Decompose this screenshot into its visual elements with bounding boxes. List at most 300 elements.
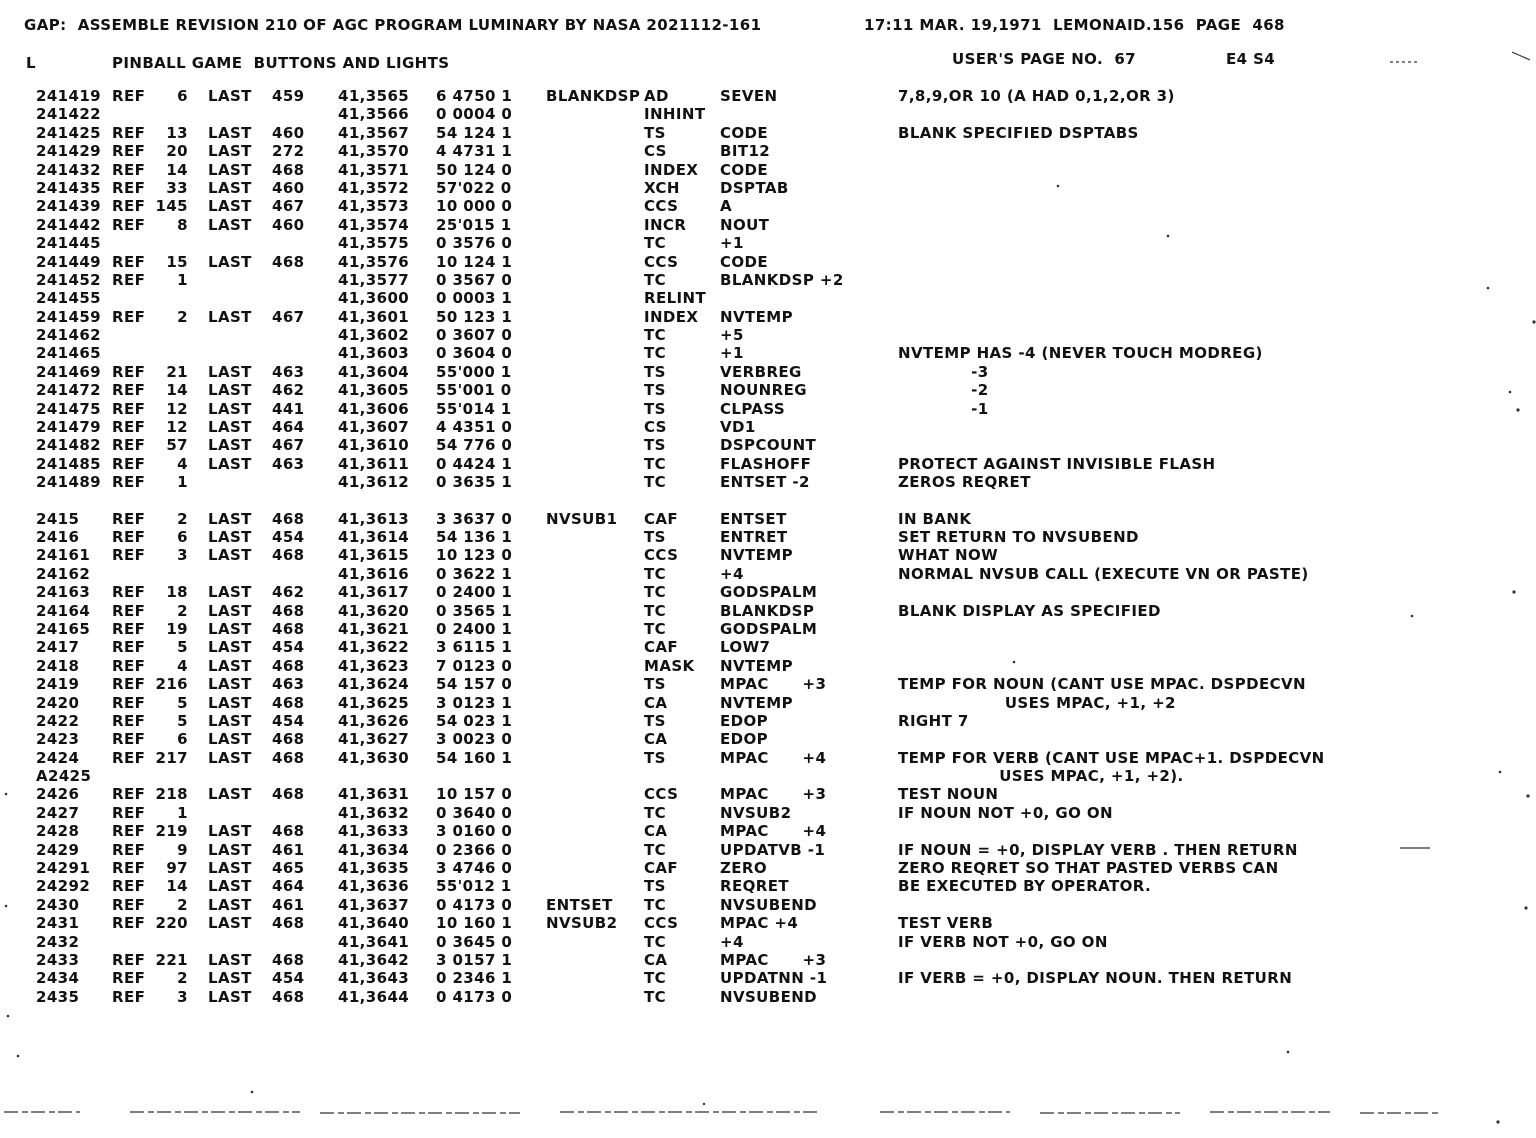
col-address: 41,3567 [338, 123, 410, 142]
col-address: 41,3631 [338, 785, 410, 804]
col-ref: REF [112, 178, 146, 197]
col-octal-code: 4 4731 1 [436, 142, 513, 161]
col-address: 41,3632 [338, 803, 410, 822]
col-address: 41,3602 [338, 326, 410, 345]
col-last-page: 468 [272, 656, 305, 675]
col-address: 41,3603 [338, 344, 410, 363]
col-operand: VERBREG [720, 362, 802, 381]
col-seq: 2415 [36, 509, 80, 528]
col-opcode: TS [644, 381, 666, 400]
col-comment: TEMP FOR NOUN (CANT USE MPAC. DSPDECVN [898, 675, 1306, 694]
col-seq: 2426 [36, 785, 80, 804]
col-last: LAST [208, 436, 252, 455]
col-operand: +5 [720, 326, 744, 345]
col-address: 41,3623 [338, 656, 410, 675]
col-ref-count: 2 [177, 307, 188, 326]
col-ref: REF [112, 822, 146, 841]
col-comment: SET RETURN TO NVSUBEND [898, 527, 1139, 546]
col-last-page: 454 [272, 527, 305, 546]
col-ref: REF [112, 197, 146, 216]
col-address: 41,3640 [338, 914, 410, 933]
col-address: 41,3572 [338, 178, 410, 197]
col-operand: REQRET [720, 877, 789, 896]
col-seq: A2425 [36, 767, 92, 786]
col-opcode: INCR [644, 215, 687, 234]
col-address: 41,3621 [338, 619, 410, 638]
col-last: LAST [208, 785, 252, 804]
col-address: 41,3620 [338, 601, 410, 620]
col-comment: IF NOUN NOT +0, GO ON [898, 803, 1113, 822]
col-last: LAST [208, 656, 252, 675]
col-operand: CODE [720, 123, 769, 142]
col-octal-code: 25'015 1 [436, 215, 512, 234]
col-octal-code: 0 3567 0 [436, 270, 513, 289]
col-seq: 241485 [36, 454, 102, 473]
col-ref: REF [112, 711, 146, 730]
col-address: 41,3570 [338, 142, 410, 161]
col-comment: PROTECT AGAINST INVISIBLE FLASH [898, 454, 1216, 473]
col-seq: 24162 [36, 564, 91, 583]
col-last: LAST [208, 87, 252, 105]
col-opcode: CS [644, 418, 667, 437]
col-ref-count: 3 [177, 546, 188, 565]
col-last-page: 465 [272, 859, 305, 878]
col-seq: 2427 [36, 803, 80, 822]
col-operand: LOW7 [720, 638, 771, 657]
col-octal-code: 0 4173 0 [436, 895, 513, 914]
col-ref-count: 220 [155, 914, 188, 933]
col-opcode: TS [644, 748, 666, 767]
col-operand: NVTEMP [720, 307, 793, 326]
col-opcode: TC [644, 803, 667, 822]
col-octal-code: 54 160 1 [436, 748, 513, 767]
col-seq: 24161 [36, 546, 91, 565]
col-operand: NVTEMP [720, 656, 793, 675]
col-address: 41,3607 [338, 418, 410, 437]
col-last-page: 454 [272, 711, 305, 730]
col-address: 41,3611 [338, 454, 410, 473]
col-opcode: TS [644, 362, 666, 381]
col-ref: REF [112, 362, 146, 381]
col-operand: MPAC +4 [720, 914, 799, 933]
col-last: LAST [208, 859, 252, 878]
col-ref: REF [112, 950, 146, 969]
col-address: 41,3573 [338, 197, 410, 216]
col-ref: REF [112, 399, 146, 418]
col-last: LAST [208, 546, 252, 565]
col-operand: DSPCOUNT [720, 436, 817, 455]
col-octal-code: 57'022 0 [436, 178, 512, 197]
col-operand: BLANKDSP +2 [720, 270, 844, 289]
col-last-page: 467 [272, 197, 305, 216]
col-operand: CODE [720, 160, 769, 179]
col-ref-count: 6 [177, 527, 188, 546]
col-comment: RIGHT 7 [898, 711, 969, 730]
col-operand: +1 [720, 344, 744, 363]
col-comment: -1 [898, 399, 989, 418]
col-seq: 241479 [36, 418, 102, 437]
col-seq: 241422 [36, 105, 102, 124]
col-octal-code: 0 3640 0 [436, 803, 513, 822]
col-comment: USES MPAC, +1, +2 [898, 693, 1176, 712]
col-octal-code: 50 123 1 [436, 307, 513, 326]
col-seq: 241489 [36, 473, 102, 492]
col-operand: VD1 [720, 418, 756, 437]
col-ref: REF [112, 123, 146, 142]
col-opcode: CCS [644, 914, 679, 933]
col-label: BLANKDSP [546, 87, 641, 105]
col-ref: REF [112, 895, 146, 914]
col-last-page: 468 [272, 509, 305, 528]
col-address: 41,3630 [338, 748, 410, 767]
col-last: LAST [208, 601, 252, 620]
col-address: 41,3606 [338, 399, 410, 418]
col-operand: EDOP [720, 730, 769, 749]
col-seq: 2429 [36, 840, 80, 859]
col-seq: 2424 [36, 748, 80, 767]
col-address: 41,3613 [338, 509, 410, 528]
col-address: 41,3633 [338, 822, 410, 841]
col-operand: A [720, 197, 733, 216]
col-opcode: TS [644, 877, 666, 896]
col-seq: 241432 [36, 160, 102, 179]
col-comment: ZEROS REQRET [898, 473, 1031, 492]
col-seq: 2430 [36, 895, 80, 914]
col-seq: 241445 [36, 234, 102, 253]
col-opcode: RELINT [644, 289, 707, 308]
col-seq: 2435 [36, 987, 80, 1006]
col-last-page: 462 [272, 583, 305, 602]
col-octal-code: 0 3645 0 [436, 932, 513, 951]
col-octal-code: 0 3604 0 [436, 344, 513, 363]
col-ref-count: 14 [166, 381, 188, 400]
col-address: 41,3624 [338, 675, 410, 694]
col-opcode: INDEX [644, 160, 699, 179]
col-octal-code: 3 0023 0 [436, 730, 513, 749]
col-ref-count: 5 [177, 711, 188, 730]
col-last-page: 463 [272, 362, 305, 381]
col-ref-count: 2 [177, 895, 188, 914]
col-octal-code: 10 157 0 [436, 785, 513, 804]
col-opcode: CA [644, 730, 668, 749]
col-address: 41,3627 [338, 730, 410, 749]
col-operand: +4 [720, 932, 744, 951]
col-last: LAST [208, 822, 252, 841]
col-ref-count: 15 [166, 252, 188, 271]
col-operand: BLANKDSP [720, 601, 815, 620]
col-address: 41,3601 [338, 307, 410, 326]
col-operand: MPAC +3 [720, 675, 827, 694]
col-ref-count: 4 [177, 454, 188, 473]
col-seq: 241472 [36, 381, 102, 400]
col-address: 41,3577 [338, 270, 410, 289]
col-last-page: 463 [272, 454, 305, 473]
col-seq: 2420 [36, 693, 80, 712]
col-opcode: CCS [644, 197, 679, 216]
col-address: 41,3575 [338, 234, 410, 253]
col-ref: REF [112, 859, 146, 878]
col-address: 41,3643 [338, 969, 410, 988]
col-ref: REF [112, 270, 146, 289]
col-seq: 241459 [36, 307, 102, 326]
col-ref-count: 3 [177, 987, 188, 1006]
col-operand: GODSPALM [720, 583, 818, 602]
col-address: 41,3634 [338, 840, 410, 859]
col-ref: REF [112, 914, 146, 933]
col-ref: REF [112, 160, 146, 179]
col-last-page: 468 [272, 546, 305, 565]
col-ref-count: 97 [166, 859, 188, 878]
col-opcode: AD [644, 87, 669, 105]
col-opcode: CCS [644, 546, 679, 565]
col-last-page: 463 [272, 675, 305, 694]
col-octal-code: 0 4173 0 [436, 987, 513, 1006]
col-octal-code: 0 2400 1 [436, 619, 513, 638]
header-assembly-line: GAP: ASSEMBLE REVISION 210 OF AGC PROGRAM LUMINARY BY NASA 2021112-161 [24, 16, 762, 34]
col-last-page: 464 [272, 418, 305, 437]
col-ref-count: 221 [155, 950, 188, 969]
col-last-page: 464 [272, 877, 305, 896]
col-operand: NVTEMP [720, 693, 793, 712]
col-opcode: TS [644, 527, 666, 546]
col-ref-count: 12 [166, 399, 188, 418]
col-last: LAST [208, 418, 252, 437]
col-octal-code: 0 3622 1 [436, 564, 513, 583]
col-last: LAST [208, 693, 252, 712]
col-octal-code: 0 4424 1 [436, 454, 513, 473]
col-ref: REF [112, 803, 146, 822]
col-comment: IF NOUN = +0, DISPLAY VERB . THEN RETURN [898, 840, 1298, 859]
col-address: 41,3625 [338, 693, 410, 712]
col-seq: 2423 [36, 730, 80, 749]
col-last: LAST [208, 840, 252, 859]
col-last-page: 468 [272, 914, 305, 933]
col-last: LAST [208, 619, 252, 638]
col-opcode: CS [644, 142, 667, 161]
col-octal-code: 55'000 1 [436, 362, 512, 381]
col-last: LAST [208, 914, 252, 933]
col-ref-count: 2 [177, 601, 188, 620]
col-last: LAST [208, 527, 252, 546]
col-operand: NVSUB2 [720, 803, 792, 822]
col-seq: 241425 [36, 123, 102, 142]
col-seq: 2422 [36, 711, 80, 730]
col-ref-count: 1 [177, 270, 188, 289]
col-ref: REF [112, 583, 146, 602]
col-last-page: 468 [272, 950, 305, 969]
col-ref: REF [112, 969, 146, 988]
col-label: ENTSET [546, 895, 613, 914]
bank-location: E4 S4 [1226, 50, 1276, 68]
col-octal-code: 55'001 0 [436, 381, 512, 400]
col-opcode: CAF [644, 638, 679, 657]
col-last: LAST [208, 638, 252, 657]
col-last-page: 441 [272, 399, 305, 418]
col-operand: GODSPALM [720, 619, 818, 638]
col-last-page: 468 [272, 693, 305, 712]
col-ref-count: 2 [177, 969, 188, 988]
col-opcode: CA [644, 693, 668, 712]
col-opcode: INDEX [644, 307, 699, 326]
col-operand: NVSUBEND [720, 987, 818, 1006]
col-seq: 2416 [36, 527, 80, 546]
col-address: 41,3610 [338, 436, 410, 455]
col-opcode: TS [644, 436, 666, 455]
col-last: LAST [208, 362, 252, 381]
col-ref-count: 9 [177, 840, 188, 859]
col-ref: REF [112, 693, 146, 712]
col-last-page: 461 [272, 840, 305, 859]
col-seq: 241435 [36, 178, 102, 197]
col-octal-code: 54 136 1 [436, 527, 513, 546]
col-comment: 7,8,9,OR 10 (A HAD 0,1,2,OR 3) [898, 87, 1175, 105]
col-ref: REF [112, 601, 146, 620]
col-ref: REF [112, 454, 146, 473]
col-seq: 241439 [36, 197, 102, 216]
col-octal-code: 54 124 1 [436, 123, 513, 142]
col-operand: BIT12 [720, 142, 771, 161]
col-opcode: TS [644, 399, 666, 418]
col-opcode: CAF [644, 859, 679, 878]
col-opcode: TC [644, 344, 667, 363]
col-ref-count: 14 [166, 160, 188, 179]
col-last-page: 468 [272, 748, 305, 767]
col-last: LAST [208, 748, 252, 767]
col-last: LAST [208, 987, 252, 1006]
col-last: LAST [208, 895, 252, 914]
col-last: LAST [208, 160, 252, 179]
col-ref: REF [112, 252, 146, 271]
col-ref-count: 33 [166, 178, 188, 197]
col-last: LAST [208, 877, 252, 896]
col-ref: REF [112, 619, 146, 638]
col-ref: REF [112, 436, 146, 455]
col-address: 41,3605 [338, 381, 410, 400]
col-comment: WHAT NOW [898, 546, 999, 565]
col-octal-code: 0 3607 0 [436, 326, 513, 345]
col-last: LAST [208, 675, 252, 694]
col-ref: REF [112, 87, 146, 105]
col-address: 41,3617 [338, 583, 410, 602]
col-last-page: 460 [272, 178, 305, 197]
col-operand: +1 [720, 234, 744, 253]
col-last: LAST [208, 730, 252, 749]
col-address: 41,3565 [338, 87, 410, 105]
col-ref: REF [112, 509, 146, 528]
col-opcode: TC [644, 619, 667, 638]
col-seq: 24164 [36, 601, 91, 620]
col-octal-code: 0 3576 0 [436, 234, 513, 253]
col-address: 41,3626 [338, 711, 410, 730]
col-last-page: 468 [272, 785, 305, 804]
col-opcode: TS [644, 675, 666, 694]
col-address: 41,3615 [338, 546, 410, 565]
col-ref-count: 1 [177, 803, 188, 822]
header-date-page: 17:11 MAR. 19,1971 LEMONAID.156 PAGE 468 [864, 16, 1285, 34]
col-opcode: TC [644, 326, 667, 345]
col-ref-count: 5 [177, 638, 188, 657]
col-last-page: 468 [272, 987, 305, 1006]
col-ref-count: 8 [177, 215, 188, 234]
col-octal-code: 3 0157 1 [436, 950, 513, 969]
col-comment: NVTEMP HAS -4 (NEVER TOUCH MODREG) [898, 344, 1263, 363]
col-ref: REF [112, 638, 146, 657]
col-operand: CODE [720, 252, 769, 271]
col-address: 41,3637 [338, 895, 410, 914]
col-ref: REF [112, 675, 146, 694]
col-operand: EDOP [720, 711, 769, 730]
col-last-page: 467 [272, 307, 305, 326]
col-octal-code: 0 2400 1 [436, 583, 513, 602]
col-operand: ENTSET [720, 509, 787, 528]
col-operand: UPDATNN -1 [720, 969, 828, 988]
col-octal-code: 3 0123 1 [436, 693, 513, 712]
col-opcode: TC [644, 895, 667, 914]
col-octal-code: 10 160 1 [436, 914, 513, 933]
col-last-page: 460 [272, 215, 305, 234]
col-octal-code: 6 4750 1 [436, 87, 513, 105]
col-ref-count: 145 [155, 197, 188, 216]
col-seq: 241452 [36, 270, 102, 289]
col-address: 41,3644 [338, 987, 410, 1006]
col-seq: 241419 [36, 87, 102, 105]
col-last-page: 467 [272, 436, 305, 455]
col-octal-code: 3 4746 0 [436, 859, 513, 878]
col-last-page: 454 [272, 969, 305, 988]
col-comment: BLANK DISPLAY AS SPECIFIED [898, 601, 1161, 620]
header-marker: L [26, 54, 36, 72]
col-opcode: TC [644, 987, 667, 1006]
col-last-page: 461 [272, 895, 305, 914]
col-address: 41,3622 [338, 638, 410, 657]
col-ref: REF [112, 877, 146, 896]
col-comment: IN BANK [898, 509, 972, 528]
col-last: LAST [208, 950, 252, 969]
col-opcode: TC [644, 564, 667, 583]
col-ref-count: 216 [155, 675, 188, 694]
users-page-number: USER'S PAGE NO. 67 [952, 50, 1136, 68]
col-ref: REF [112, 381, 146, 400]
col-comment: USES MPAC, +1, +2). [898, 767, 1184, 786]
col-last: LAST [208, 381, 252, 400]
col-octal-code: 0 2346 1 [436, 969, 513, 988]
col-address: 41,3641 [338, 932, 410, 951]
col-seq: 2419 [36, 675, 80, 694]
col-opcode: TC [644, 601, 667, 620]
col-operand: NVTEMP [720, 546, 793, 565]
col-ref-count: 18 [166, 583, 188, 602]
col-ref: REF [112, 987, 146, 1006]
col-opcode: CA [644, 950, 668, 969]
col-octal-code: 55'014 1 [436, 399, 512, 418]
col-last: LAST [208, 399, 252, 418]
col-address: 41,3600 [338, 289, 410, 308]
col-last-page: 454 [272, 638, 305, 657]
col-opcode: XCH [644, 178, 680, 197]
col-last-page: 272 [272, 142, 305, 161]
col-address: 41,3566 [338, 105, 410, 124]
col-seq: 241449 [36, 252, 102, 271]
col-operand: MPAC +4 [720, 822, 827, 841]
col-ref: REF [112, 546, 146, 565]
col-octal-code: 0 0003 1 [436, 289, 513, 308]
col-ref: REF [112, 748, 146, 767]
col-opcode: TC [644, 840, 667, 859]
col-octal-code: 54 157 0 [436, 675, 513, 694]
col-comment: BLANK SPECIFIED DSPTABS [898, 123, 1139, 142]
col-seq: 241442 [36, 215, 102, 234]
col-address: 41,3642 [338, 950, 410, 969]
